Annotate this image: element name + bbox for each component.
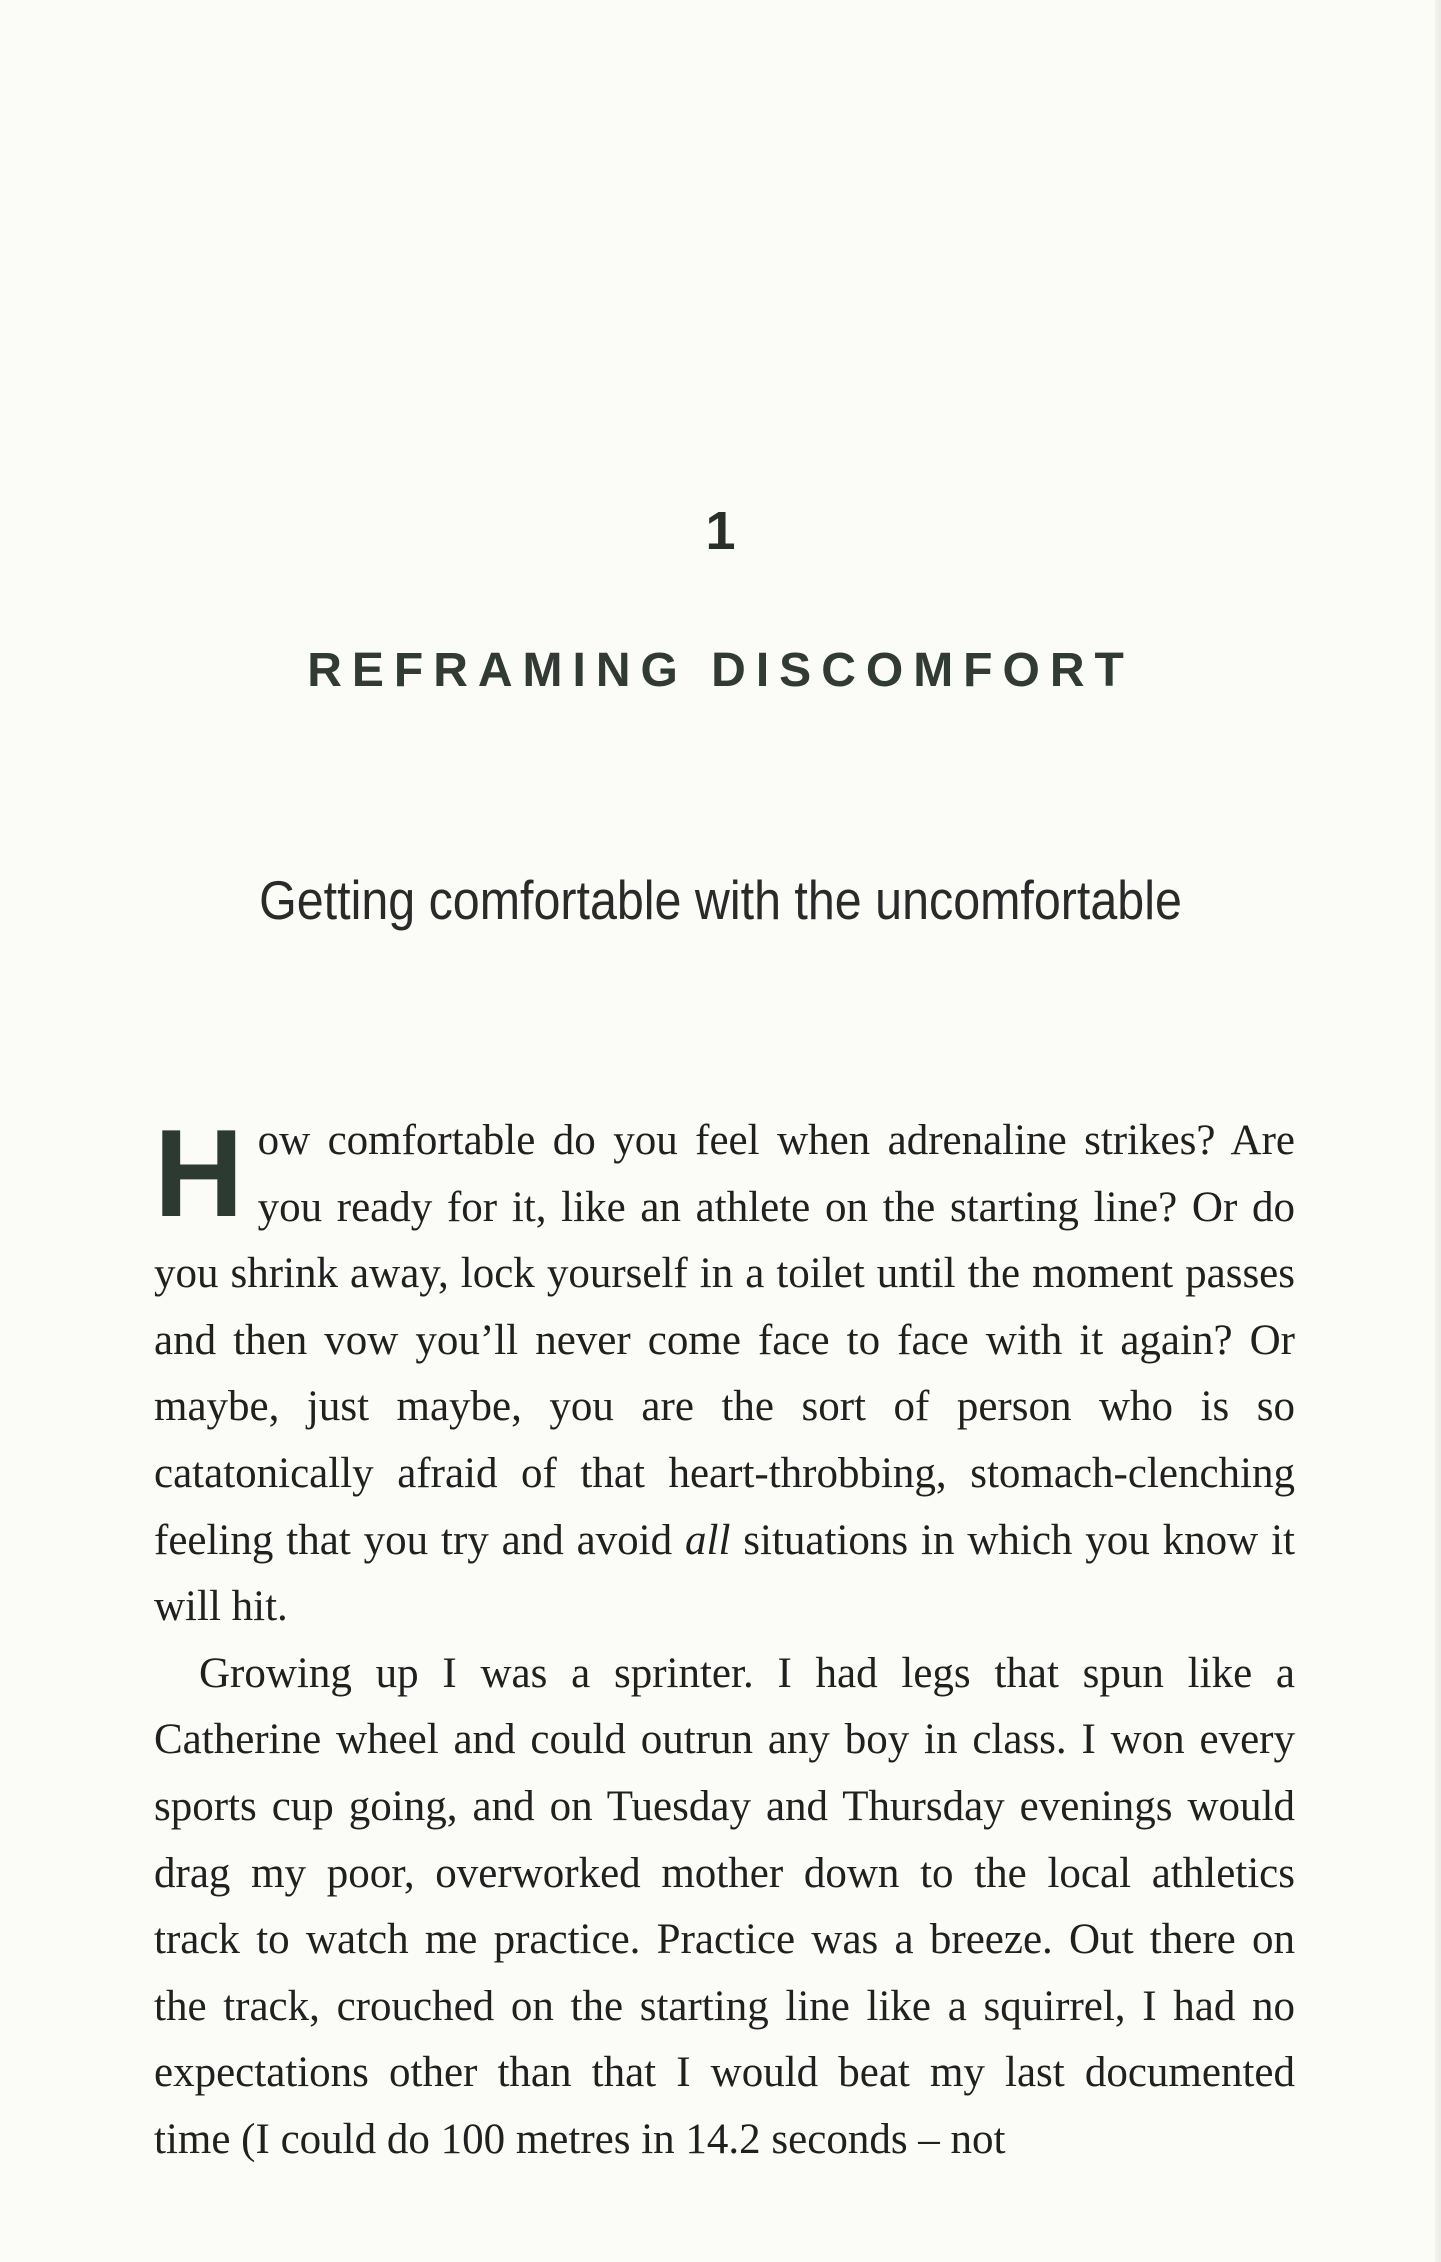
chapter-number: 1 [705, 501, 736, 561]
paragraph-1 [154, 1105, 1295, 1641]
page-edge [1435, 0, 1441, 2262]
paragraph-2: Growing up I was a sprinter. I had legs that spun like a Catherine wheel and could outrun any boy in class. I won every sports cup going, and on Tuesday and Thursday evenings would drag my poor, overworked mother down to the local athletics track to watch me practice. Practice was a breeze. Out there on the track, crouched on the starting line like a squirrel, I had no expectations other than that I would beat my last documented time (I could do 100 metres in 14.2 seconds – not [154, 1649, 1295, 2163]
paragraph-1-text-end: situations in which you know it will hit. [154, 1516, 1295, 1631]
paragraph-1-text-start: ow comfortable do you feel when adrenaline strikes? Are you ready for it, like an athlete on the starting line? Or do you shrink away, lock yourself in a toilet until the moment passes and then vow you’ll never come face to face with it again? Or maybe, just maybe, you are the sort of person who is so catatonically afraid of that heart-throbbing, stomach-clenching feeling that you try and avoid [154, 1117, 1295, 1564]
paragraph-1-emphasis: all [685, 1516, 731, 1564]
chapter-subtitle: Getting comfortable with the uncomfortable [259, 869, 1182, 931]
drop-cap: H [154, 1105, 244, 1243]
chapter-title: REFRAMING DISCOMFORT [307, 644, 1134, 697]
body-text [154, 1105, 1295, 2174]
